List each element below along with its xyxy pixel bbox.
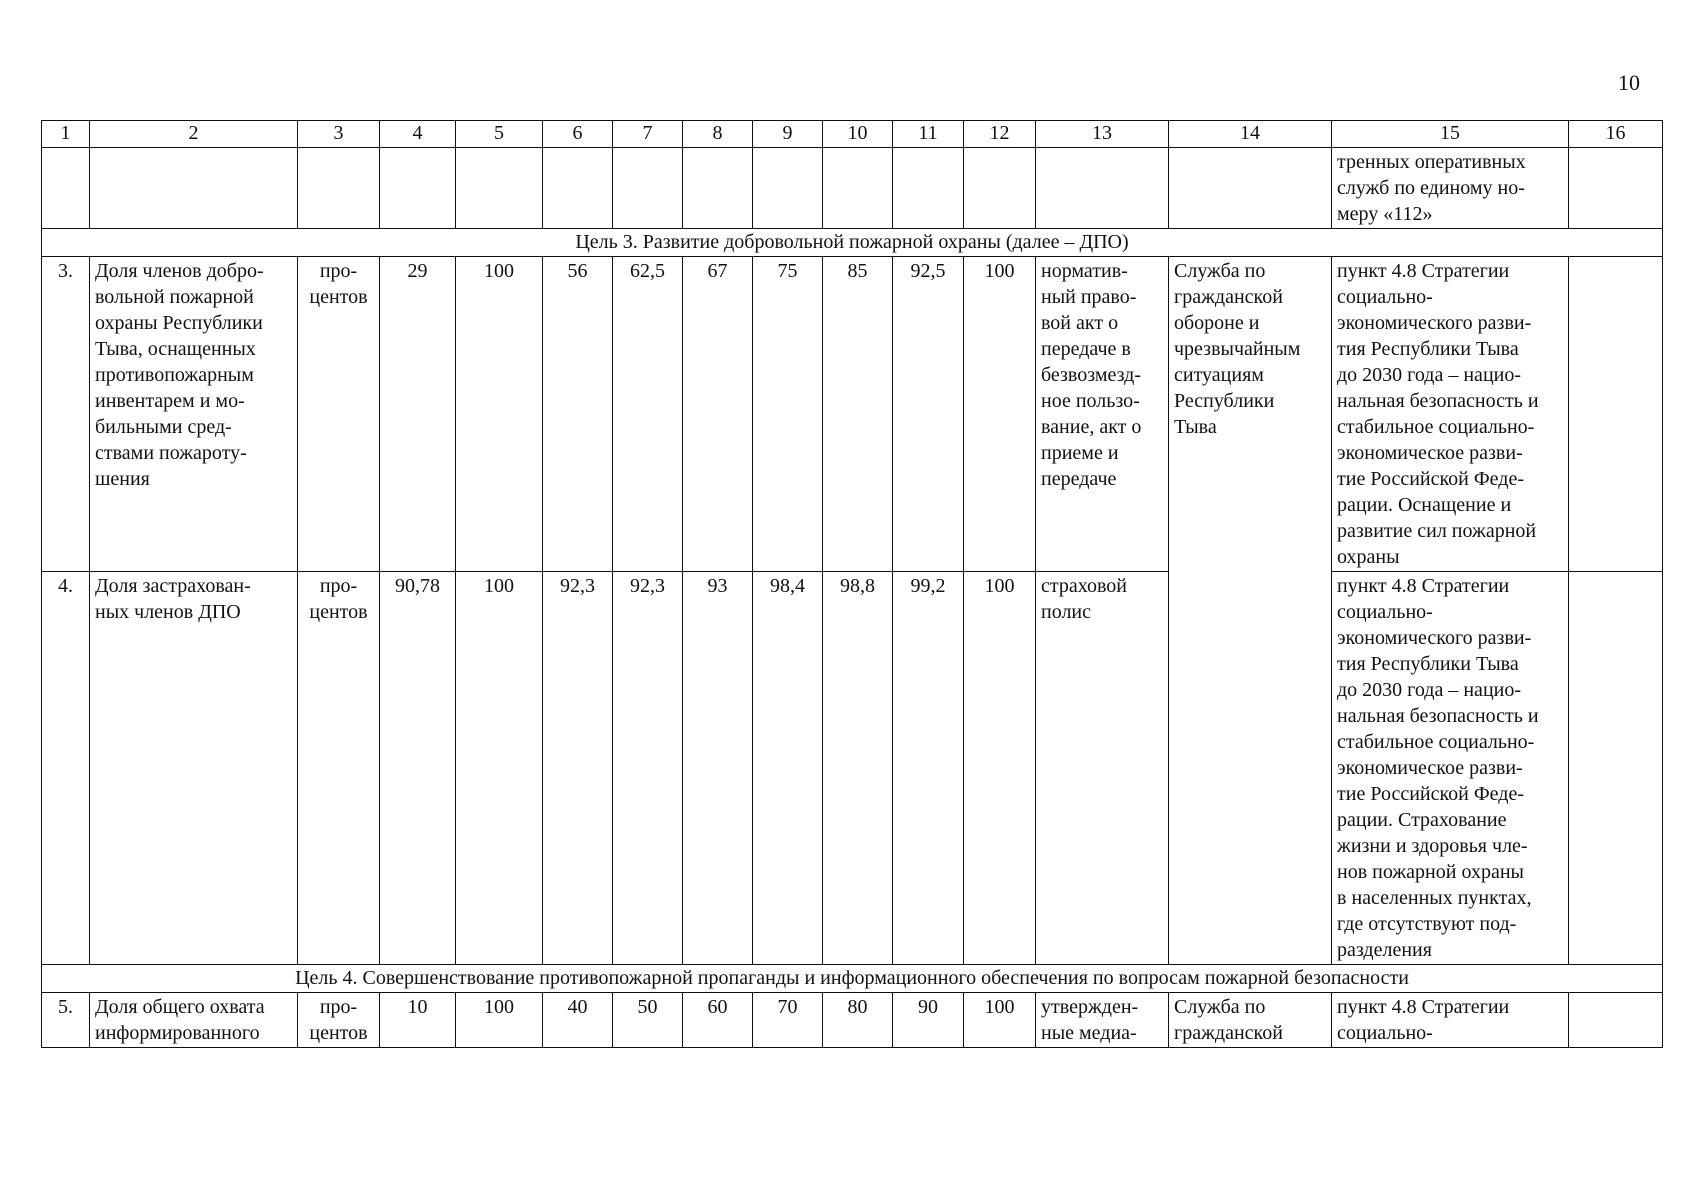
row-number: 3. <box>42 257 90 572</box>
header-cell: 11 <box>893 121 964 148</box>
table-cell <box>1169 148 1332 229</box>
unit-cell: про- центов <box>298 993 380 1048</box>
header-cell: 1 <box>42 121 90 148</box>
header-cell: 16 <box>1569 121 1663 148</box>
header-cell: 14 <box>1169 121 1332 148</box>
value-cell: 99,2 <box>893 572 964 965</box>
value-cell: 75 <box>753 257 823 572</box>
value-cell: 40 <box>543 993 613 1048</box>
value-cell: 80 <box>823 993 893 1048</box>
header-cell: 8 <box>683 121 753 148</box>
goal-4-heading: Цель 4. Совершенствование противопожарной пропаганды и информационного обеспечения по вопросам пожарной безопасности <box>42 965 1663 993</box>
row-number: 4. <box>42 572 90 965</box>
value-cell: 29 <box>380 257 456 572</box>
header-cell: 13 <box>1036 121 1169 148</box>
value-cell: 100 <box>456 257 543 572</box>
value-cell: 93 <box>683 572 753 965</box>
value-cell: 85 <box>823 257 893 572</box>
value-cell: 100 <box>456 572 543 965</box>
value-cell: 67 <box>683 257 753 572</box>
header-cell: 10 <box>823 121 893 148</box>
responsible-agency: Служба по гражданской обороне и чрезвычайным ситуациям Республики Тыва <box>1169 257 1332 965</box>
value-cell: 90 <box>893 993 964 1048</box>
value-cell: 98,8 <box>823 572 893 965</box>
indicator-name: Доля членов добро- вольной пожарной охраны Республики Тыва, оснащенных противопожарным инвентарем и мо- бильными сред- ствами пожароту- шения <box>90 257 298 572</box>
value-cell: 98,4 <box>753 572 823 965</box>
header-cell: 4 <box>380 121 456 148</box>
table-cell <box>90 148 298 229</box>
header-cell: 9 <box>753 121 823 148</box>
unit-cell: про- центов <box>298 572 380 965</box>
table-cell <box>964 148 1036 229</box>
table-cell <box>380 148 456 229</box>
value-cell: 60 <box>683 993 753 1048</box>
document-basis: страховой полис <box>1036 572 1169 965</box>
goal-3-heading: Цель 3. Развитие добровольной пожарной охраны (далее – ДПО) <box>42 229 1663 257</box>
indicators-table <box>41 120 1663 1048</box>
table-cell <box>1569 257 1663 572</box>
document-basis: норматив- ный право- вой акт о передаче в безвозмезд- ное пользо- вание, акт о приеме и передаче <box>1036 257 1169 572</box>
table-cell <box>1036 148 1169 229</box>
value-cell: 90,78 <box>380 572 456 965</box>
table-cell <box>1569 572 1663 965</box>
header-cell: 3 <box>298 121 380 148</box>
value-cell: 92,5 <box>893 257 964 572</box>
value-cell: 100 <box>964 572 1036 965</box>
table-cell <box>683 148 753 229</box>
table-cell <box>42 148 90 229</box>
table-cell <box>1569 148 1663 229</box>
goal-row <box>42 229 1663 257</box>
header-cell: 6 <box>543 121 613 148</box>
value-cell: 100 <box>964 257 1036 572</box>
header-cell: 12 <box>964 121 1036 148</box>
table-row <box>42 993 1663 1048</box>
row-number: 5. <box>42 993 90 1048</box>
indicator-name: Доля застрахован- ных членов ДПО <box>90 572 298 965</box>
header-cell: 7 <box>613 121 683 148</box>
header-cell: 2 <box>90 121 298 148</box>
unit-cell: про- центов <box>298 257 380 572</box>
header-cell: 15 <box>1332 121 1569 148</box>
table-row <box>42 257 1663 572</box>
table-cell <box>753 148 823 229</box>
page-number: 10 <box>1618 70 1640 95</box>
strategy-reference: тренных оперативных служб по единому но- меру «112» <box>1332 148 1569 229</box>
header-cell: 5 <box>456 121 543 148</box>
strategy-reference: пункт 4.8 Стратегии социально- экономического разви- тия Республики Тыва до 2030 года – нацио- нальная безопасность и стабильное социально- экономическое разви- тие Российской Феде- рации. Оснащение и развитие сил пожарной охраны <box>1332 257 1569 572</box>
value-cell: 50 <box>613 993 683 1048</box>
value-cell: 92,3 <box>543 572 613 965</box>
table-row-continued <box>42 148 1663 229</box>
value-cell: 100 <box>456 993 543 1048</box>
table-row <box>42 572 1663 965</box>
strategy-reference: пункт 4.8 Стратегии социально- экономического разви- тия Республики Тыва до 2030 года – нацио- нальная безопасность и стабильное социально- экономическое разви- тие Российской Феде- рации. Страхование жизни и здоровья чле- нов пожарной охраны в населенных пунктах, где отсутствуют под- разделения <box>1332 572 1569 965</box>
table-cell <box>456 148 543 229</box>
indicator-name: Доля общего охвата информированного <box>90 993 298 1048</box>
value-cell: 62,5 <box>613 257 683 572</box>
strategy-reference: пункт 4.8 Стратегии социально- <box>1332 993 1569 1048</box>
value-cell: 70 <box>753 993 823 1048</box>
table-cell <box>298 148 380 229</box>
header-row <box>42 121 1663 148</box>
table-cell <box>893 148 964 229</box>
value-cell: 92,3 <box>613 572 683 965</box>
table-cell <box>543 148 613 229</box>
value-cell: 10 <box>380 993 456 1048</box>
document-basis: утвержден- ные медиа- <box>1036 993 1169 1048</box>
responsible-agency: Служба по гражданской <box>1169 993 1332 1048</box>
table-cell <box>823 148 893 229</box>
table-cell <box>613 148 683 229</box>
value-cell: 100 <box>964 993 1036 1048</box>
table-cell <box>1569 993 1663 1048</box>
goal-row <box>42 965 1663 993</box>
value-cell: 56 <box>543 257 613 572</box>
